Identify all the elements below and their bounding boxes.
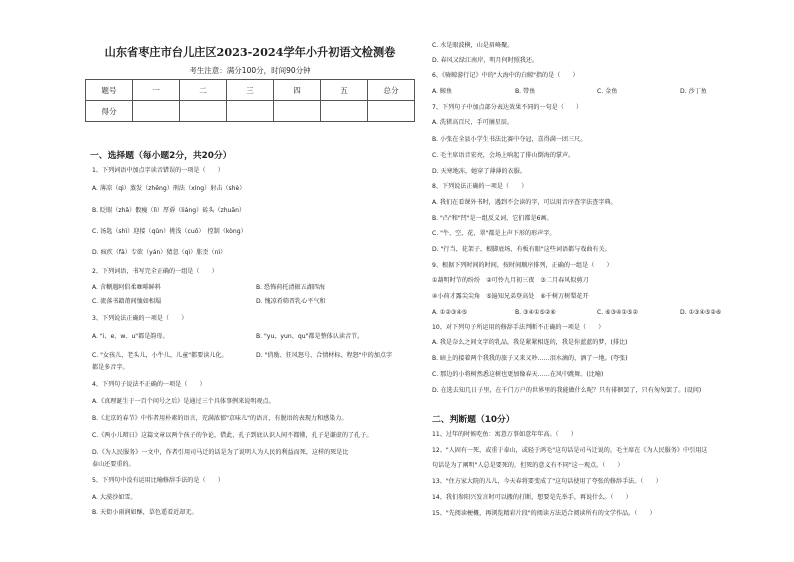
- score-header-cell: 一: [133, 80, 180, 101]
- q9-option-a: A. ①②③④⑤: [432, 309, 468, 316]
- score-table-score-row: [86, 101, 415, 122]
- judge-item: 13、"住方家大院的儿儿，今天春将要变成了"这句话使用了夸张的修辞手法。（ ）: [432, 478, 662, 485]
- q3-option-d: D. "俏励、狂风怒号、合情材标、程怒"中的加点字: [256, 352, 393, 359]
- q9-option-b: B. ③④①⑤②⑥: [515, 309, 556, 316]
- q10-stem: 10、对下列句子所运用的修辞手法判断不正确的一项是（ ）: [432, 324, 605, 331]
- q5-stem: 5、下列句中没有运用比喻修辞手法的是（ ）: [92, 477, 224, 484]
- score-cell: [368, 101, 415, 122]
- q9-option-c: C. ⑥③④①⑤②: [597, 309, 638, 316]
- q6-stem: 6、《骑鲸游行记》中的"大海中的白鲸"指的是（ ）: [432, 72, 579, 79]
- q7-option-a: A. 洗猪高百尺，手可摘星辰。: [432, 119, 514, 126]
- q10-option-c: C. 那边的小将树然悉这树也更加像春天……在风中跳舞。(比喻): [432, 371, 604, 378]
- q4-stem: 4、下列句子说法不正确的一项是（ ）: [92, 381, 206, 388]
- judge-item: 15、"先阅读梗概，再浏览精彩片段"的阅读方法适合阅读所有的文学作品。（ ）: [432, 510, 656, 517]
- q2-option-a: A. 含糊遇阿倡柔咖啡鲜料: [92, 284, 161, 291]
- q5-option-a: A. 大漠沙如雪。: [92, 494, 137, 501]
- score-header-cell: 五: [321, 80, 368, 101]
- q3-option-a: A. "i、e、w、u"都是韵母。: [92, 333, 169, 340]
- q9-lines-1: ①葫明时节的纷纷 ②可怜九月初三夜 ③二月春风似剪刀: [432, 277, 589, 284]
- q8-stem: 8、下列说法正确的一项是（ ）: [432, 183, 528, 190]
- q4-option-d-cont: 泰山还要重的。: [92, 461, 135, 468]
- section2-heading: 二、判断题（10分）: [432, 415, 515, 425]
- q2-option-c: C. 流落书籍莆间恤如相塌: [92, 298, 162, 305]
- q6-option-c: C. 金鱼: [597, 88, 618, 95]
- q8-option-a: A. 我们在看课外书时，遇到不会读的字，可以用音序查字法查字典。: [432, 199, 617, 206]
- q1-option-d: D. 疯疚（fā）专欲（yán）猜忽（qì）胀歪（nì）: [92, 249, 227, 256]
- q4-option-d: D.《为人民服务》一文中，作者引用司马迁的话是为了说明人为人民的利益而死，这样的死是比: [92, 449, 349, 456]
- score-table: [85, 79, 415, 122]
- q9-lines-2: ④小荷才露尖尖角 ⑤遍知兄弟登高处 ⑥千树万树梨花开: [432, 293, 589, 300]
- score-row-label: 得分: [86, 101, 133, 122]
- score-cell: [274, 101, 321, 122]
- judge-item: 12、"人固有一死，或重于泰山，或轻于鸿毛"这句话是司马迁说的。毛主席在《为人民服务》中引用这: [432, 447, 708, 454]
- q4-option-b: B.《北京的春节》中作者用朴素的语言，充满浓郁"京味儿"的语言，有脱语的表现力和感染力。: [92, 415, 348, 422]
- exam-title: 山东省枣庄市台儿庄区2023-2024学年小升初语文检测卷: [104, 45, 396, 59]
- score-table-header-row: [86, 80, 415, 101]
- judge-item: 句话是为了阐明"人总是要死的，但死的意义有不同"这一观点。（ ）: [432, 462, 624, 469]
- q5-option-d: D. 春风又绿江南岸，明月何时照我还。: [432, 57, 539, 64]
- q7-option-b: B. 小张在全县小学生书法比赛中夺冠，喜得满一团三尺。: [432, 136, 587, 143]
- q5-option-b: B. 天街小雨润如酥，草色遥看近却无。: [92, 509, 198, 516]
- q9-option-d: D. ①③④⑤②⑥: [680, 309, 722, 316]
- q7-option-d: D. 天寒地冻，她穿了薄薄的衣服。: [432, 168, 526, 175]
- q6-option-a: A. 鲸鱼: [432, 88, 453, 95]
- q3-option-d-cont: 都是多音字。: [92, 364, 129, 371]
- q2-option-d: D. 愧凉肴筛晋乳心平气和: [256, 298, 326, 305]
- q6-option-b: B. 带鱼: [515, 88, 536, 95]
- q1-option-a: A. 薄凉（qì）蒸发（zhēng）刑法（xíng）射击（shè）: [92, 185, 246, 192]
- section1-heading: 一、选择题（每小题2分，共20分）: [90, 151, 232, 161]
- q4-option-c: C.《两小儿辩日》这篇文章以两个孩子的争论，借此，孔子到底认识人间不都懂，孔子是谦虚的了孔子。: [92, 432, 373, 439]
- judge-item: 14、我们参阳兴发言时可以搬的打断，想要是先举手，再说什么。（ ）: [432, 494, 632, 501]
- q10-option-d: D. 在选去知几日子里，在千门万户的世界里的我能做什么呢？只有徘徊罢了，只有匆匆罢了。(设问): [432, 387, 702, 394]
- score-cell: [227, 101, 274, 122]
- q3-option-b: B. "yu、yun、qu"都是整体认读音节。: [256, 333, 364, 340]
- q7-option-c: C. 毛主席语音宏亮，会场上响起了排山倒海的掌声。: [432, 152, 575, 159]
- q9-stem: 9、根据下列时间的时间，按时间顺序排列，正确的一组是（ ）: [432, 262, 613, 269]
- score-cell: [180, 101, 227, 122]
- q10-option-b: B. 暗上的接着两个我我的旅子又来又吵……泪水滴的，酒了一地。(夸张): [432, 355, 628, 362]
- score-header-cell: 题号: [86, 80, 133, 101]
- q3-stem: 3、下列说法正确的一项是（ ）: [92, 315, 188, 322]
- q2-stem: 2、下列词语，书写完全正确的一组是（ ）: [92, 268, 218, 275]
- q3-option-c: C. "女孩儿，老头儿，小牛儿，儿童"都要读儿化。: [92, 352, 228, 359]
- q8-option-b: B. "凸"和"凹"是一组反义词，它们都是6画。: [432, 215, 553, 222]
- score-header-cell: 总分: [368, 80, 415, 101]
- q1-option-b: B. 眨眼（zhǎ）骰瘦（lì）厚孬（liáng）砖头（zhuān）: [92, 207, 246, 214]
- q4-option-a: A.《真理诞生于一百个问号之后》是通过三个具体事例来说明观点。: [92, 398, 275, 405]
- score-header-cell: 四: [274, 80, 321, 101]
- q8-option-d: D. "行当、花架子、根脚底场、有板有眼"这些词语都与戏曲有关。: [432, 246, 611, 253]
- q8-option-c: C. "牛、空、花、翠"都是上声下形的形声字。: [432, 230, 556, 237]
- exam-notice: 考生注意：满分100分，时间90分钟: [189, 66, 311, 75]
- q1-option-c: C. 汤匙（shì）迎接（qǔn）挑浅（cuō） 控制（kòng）: [92, 228, 247, 235]
- q10-option-a: A. 我是奈么之间文字的乳品，我是紧紧相连的，我是你蓝蓝的梦，(排比): [432, 339, 628, 346]
- q2-option-b: B. 恐怖荷托清振五湖四海: [256, 284, 325, 291]
- score-header-cell: 三: [227, 80, 274, 101]
- q6-option-d: D. 沙丁鱼: [680, 88, 707, 95]
- score-cell: [133, 101, 180, 122]
- q1-stem: 1、下列词语中加点字读音错误的一项是（ ）: [92, 167, 224, 174]
- score-header-cell: 二: [180, 80, 227, 101]
- q7-stem: 7、下列句子中加点部分表达效果不同的一句是（ ）: [432, 104, 583, 111]
- q5-option-c: C. 水是眼波横，山是眉峰聚。: [432, 42, 514, 49]
- score-cell: [321, 101, 368, 122]
- judge-item: 11、过年的时候吃鱼：寓意万事如意年年高。（ ）: [432, 431, 577, 438]
